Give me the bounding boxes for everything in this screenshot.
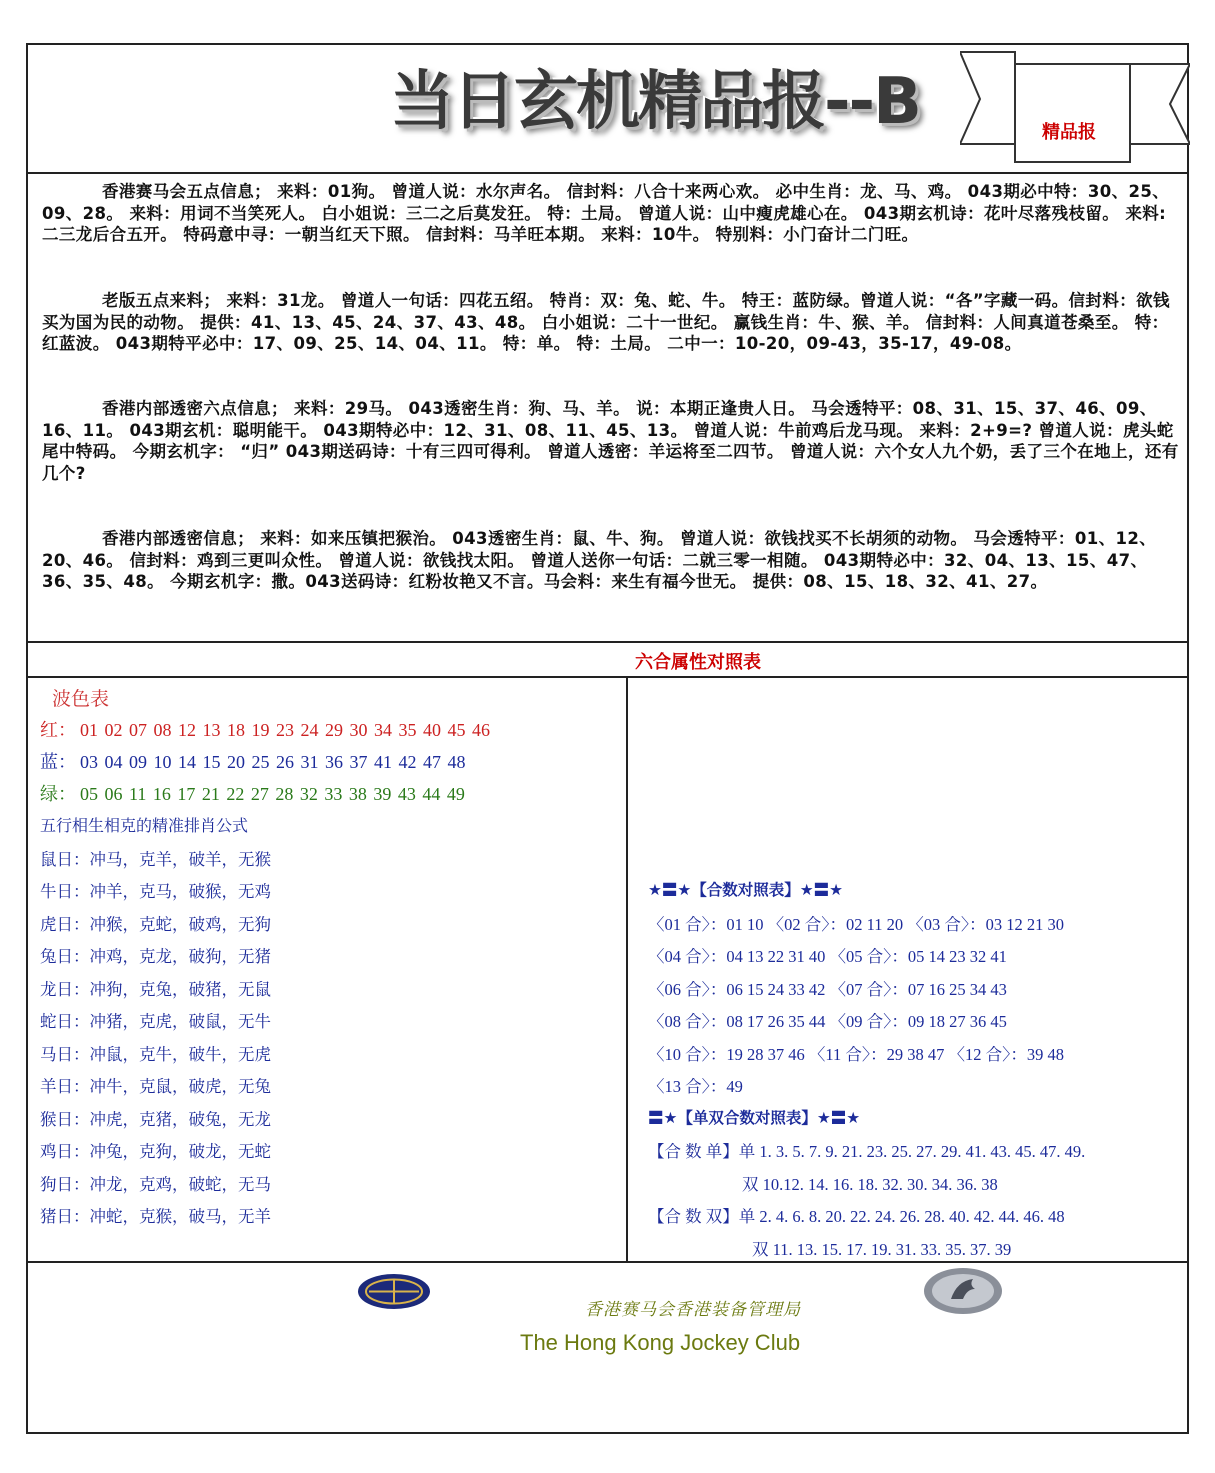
wave-row-green	[40, 780, 465, 806]
odd-even-title: 〓★【单双合数对照表】★〓★	[648, 1109, 861, 1127]
info-paragraph: 香港赛马会五点信息； 来料：01狗。 曾道人说：水尔声名。 信封料：八合十来两心欢。 必中生肖：龙、马、鸡。 043期必中特：30、25、09、28。 来料：用词不当笑死人。 白小姐说：三二之后莫发狂。 特：土局。 曾道人说：山中瘦虎雄心在。 043期玄机诗：花叶尽落残枝留。 来料:二三龙后合五开。 特码意中寻：一朝当红天下照。 信封料：马羊旺本期。 来料：10牛。 特别料：小门奋计二门旺。	[42, 182, 1170, 245]
sum-table-title: ★〓★【合数对照表】★〓★	[648, 881, 844, 899]
divider	[26, 676, 1189, 678]
section-title: 六合属性对照表	[635, 652, 761, 673]
divider	[26, 641, 1189, 643]
wave-numbers: 01 02 07 08 12 13 18 19 23 24 29 30 34 35 40 45 46	[80, 720, 490, 740]
zodiac-rule: 猴日：冲虎，克猪，破兔，无龙	[40, 1110, 271, 1129]
sum-row: 〈04 合〉：04 13 22 31 40 〈05 合〉：05 14 23 32 41	[648, 947, 1007, 966]
sum-row: 〈06 合〉：06 15 24 33 42 〈07 合〉：07 16 25 34 43	[648, 980, 1007, 999]
jockey-club-logo	[357, 1273, 431, 1310]
zodiac-rule: 龙日：冲狗，克兔，破猪，无鼠	[40, 980, 271, 999]
zodiac-rule: 狗日：冲龙，克鸡，破蛇，无马	[40, 1175, 271, 1194]
sum-row: 〈13 合〉：49	[648, 1077, 743, 1096]
ribbon-banner	[960, 44, 1190, 174]
wave-numbers: 03 04 09 10 14 15 20 25 26 31 36 37 41 42 47 48	[80, 752, 466, 772]
zodiac-rule: 蛇日：冲猪，克虎，破鼠，无牛	[40, 1012, 271, 1031]
wave-label: 蓝：	[40, 752, 76, 772]
sum-row: 〈10 合〉：19 28 37 46 〈11 合〉：29 38 47 〈12 合〉：39 48	[648, 1045, 1065, 1064]
odd-sum-row-second: 双 10.12. 14. 16. 18. 32. 30. 34. 36. 38	[742, 1175, 998, 1194]
wave-row-blue	[40, 748, 466, 774]
wave-row-red	[40, 716, 490, 742]
horse-emblem-logo	[923, 1267, 1003, 1315]
zodiac-rule: 鼠日：冲马，克羊，破羊，无猴	[40, 850, 271, 869]
zodiac-rule: 羊日：冲牛，克鼠，破虎，无兔	[40, 1077, 271, 1096]
wave-label: 红：	[40, 720, 76, 740]
zodiac-rule: 马日：冲鼠，克牛，破牛，无虎	[40, 1045, 271, 1064]
wave-numbers: 05 06 11 16 17 21 22 27 28 32 33 38 39 43 44 49	[80, 784, 465, 804]
zodiac-rule: 兔日：冲鸡，克龙，破狗，无猪	[40, 947, 271, 966]
wave-table-title: 波色表	[52, 688, 110, 710]
footer-cn: 香港赛马会香港装备管理局	[585, 1300, 801, 1320]
even-sum-row-second: 双 11. 13. 15. 17. 19. 31. 33. 35. 37. 39	[752, 1240, 1012, 1259]
zodiac-rule: 鸡日：冲兔，克狗，破龙，无蛇	[40, 1142, 271, 1161]
sum-row: 〈01 合〉：01 10 〈02 合〉：02 11 20 〈03 合〉：03 12 21 30	[648, 915, 1065, 934]
info-paragraph: 老版五点来料； 来料：31龙。 曾道人一句话：四花五绍。 特肖：双：兔、蛇、牛。 特王：蓝防绿。曾道人说：“各”字藏一码。信封料：欲钱买为国为民的动物。 提供：41、13、45、24、37、43、48。 白小姐说：二十一世纪。 赢钱生肖：牛、猴、羊。 信封料：人间真道苍桑至。 特：红蓝波。 043期特平必中：17、09、25、14、04、11。 特：单。 特：土局。 二中一：10-20，09-43，35-17，49-08。	[42, 291, 1170, 354]
info-paragraph: 香港内部透密六点信息； 来料：29马。 043透密生肖：狗、马、羊。 说：本期正逢贵人日。 马会透特平：08、31、15、37、46、09、16、11。 043期玄机：聪明能干。 043期特必中：12、31、08、11、45、13。 曾道人说：牛前鸡后龙马现。 来料：2+9=? 曾道人说：虎头蛇尾中特码。 今期玄机字： “归” 043期送码诗：十有三四可得利。 曾道人透密：羊运将至二四节。 曾道人说：六个女人九个奶，丢了三个在地上，还有几个?	[42, 399, 1179, 484]
footer-en: The Hong Kong Jockey Club	[520, 1330, 801, 1355]
even-sum-row: 【合 数 双】单 2. 4. 6. 8. 20. 22. 24. 26. 28. 40. 42. 44. 46. 48	[648, 1207, 1065, 1226]
zodiac-rule: 虎日：冲猴，克蛇，破鸡，无狗	[40, 915, 271, 934]
banner-label: 精品报	[1042, 122, 1096, 143]
sum-row: 〈08 合〉：08 17 26 35 44 〈09 合〉：09 18 27 36 45	[648, 1012, 1007, 1031]
formula-title: 五行相生相克的精准排肖公式	[40, 816, 249, 835]
page-title: 当日玄机精品报--B	[390, 65, 920, 139]
divider	[26, 1261, 1189, 1263]
info-paragraph: 香港内部透密信息； 来料：如来压镇把猴治。 043透密生肖：鼠、牛、狗。 曾道人说：欲钱找买不长胡须的动物。 马会透特平：01、12、20、46。 信封料：鸡到三更叫众性。 曾道人说：欲钱找太阳。 曾道人送你一句话：二就三零一相随。 043期特必中：32、04、13、15、47、36、35、48。 今期玄机字：撒。043送码诗：红粉妆艳又不言。马会料：来生有福今世无。 提供：08、15、18、32、41、27。	[42, 529, 1157, 592]
odd-sum-row: 【合 数 单】单 1. 3. 5. 7. 9. 21. 23. 25. 27. 29. 41. 43. 45. 47. 49.	[648, 1142, 1086, 1161]
column-divider	[626, 677, 628, 1262]
wave-label: 绿：	[40, 784, 76, 804]
zodiac-rule: 猪日：冲蛇，克猴，破马，无羊	[40, 1207, 271, 1226]
zodiac-rule: 牛日：冲羊，克马，破猴，无鸡	[40, 882, 271, 901]
